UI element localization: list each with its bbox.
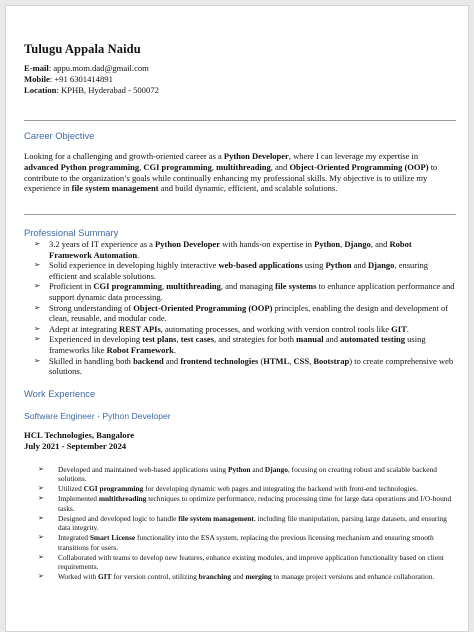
summary-list-item	[24, 356, 456, 377]
text-span: and	[163, 355, 181, 366]
arrowhead-bullet-icon: ➢	[38, 572, 44, 581]
text-span: Strong understanding of	[49, 302, 134, 313]
divider-line	[24, 214, 456, 215]
bold-text: Object-Oriented Programming (OOP)	[133, 302, 273, 313]
email-row	[24, 63, 159, 74]
bold-text: merging	[245, 572, 272, 582]
arrowhead-bullet-icon: ➢	[34, 281, 41, 291]
text-span: Proficient in	[49, 281, 94, 292]
summary-list	[24, 239, 456, 377]
candidate-name: Tulugu Appala Naidu	[24, 42, 141, 56]
bold-text: test plans	[142, 334, 177, 345]
bold-text: branching	[198, 572, 232, 582]
text-span: ,	[161, 281, 167, 292]
career-objective-text	[24, 151, 454, 194]
bold-text: Bootstrap	[313, 355, 350, 366]
resume-page	[5, 5, 469, 632]
arrowhead-bullet-icon: ➢	[38, 533, 44, 542]
bold-text: CGI programming	[143, 161, 212, 172]
bold-text: multithreading	[98, 494, 147, 504]
text-span: Integrated	[58, 533, 90, 543]
professional-summary-heading: Professional Summary	[24, 227, 119, 238]
text-span: to manage project versions and enhance collaboration.	[271, 572, 435, 582]
bold-text: test cases	[180, 334, 215, 345]
text-span: , and strategies for both	[214, 334, 297, 345]
text-span: 3.2 years of IT experience as a	[49, 239, 156, 249]
contact-block	[24, 63, 159, 96]
bold-text: automated testing	[340, 334, 406, 345]
work-list-item	[24, 484, 460, 493]
summary-list-item	[24, 324, 456, 335]
bold-text: Python	[314, 239, 341, 249]
arrowhead-bullet-icon: ➢	[34, 323, 41, 333]
text-span: for developing dynamic web pages and integrating the backend with front-end technologies.	[143, 484, 418, 494]
location-row	[24, 85, 159, 96]
bold-text: Django	[264, 465, 288, 474]
text-span: and	[351, 260, 368, 271]
arrowhead-bullet-icon: ➢	[34, 334, 41, 344]
company-name: HCL Technologies, Bangalore	[24, 430, 135, 440]
mobile-row	[24, 74, 159, 85]
text-span: with hands-on expertise in	[219, 239, 315, 249]
text-span: Developed and maintained web-based applications using	[58, 465, 228, 474]
summary-list-item	[24, 281, 456, 302]
text-span: and	[231, 572, 246, 582]
work-list-item	[24, 572, 460, 581]
text-span: , where I can leverage my expertise in	[288, 151, 419, 161]
arrowhead-bullet-icon: ➢	[34, 260, 41, 270]
text-span: Skilled in handling both	[49, 355, 134, 366]
mobile-label: Mobile	[24, 74, 50, 84]
email-value: : appu.mom.dad@gmail.com	[48, 63, 149, 73]
text-span: .	[137, 249, 140, 260]
text-span: ,	[211, 161, 217, 172]
summary-list-item	[24, 239, 456, 260]
work-list-item	[24, 533, 460, 552]
work-list	[24, 465, 460, 582]
bold-text: REST APIs	[119, 323, 161, 334]
bold-text: backend	[133, 355, 164, 366]
arrowhead-bullet-icon: ➢	[38, 465, 44, 473]
arrowhead-bullet-icon: ➢	[34, 302, 41, 312]
bold-text: manual	[296, 334, 324, 345]
summary-list-item	[24, 334, 456, 355]
text-span: Worked with	[58, 572, 99, 582]
text-span: , including file manipulation, parsing large datasets, and ensuring data integrity.	[58, 513, 447, 533]
bold-text: multithreading	[216, 161, 271, 172]
employment-dates: July 2021 - September 2024	[24, 441, 127, 451]
arrowhead-bullet-icon: ➢	[38, 484, 44, 493]
bold-text: file systems	[275, 281, 317, 292]
text-span: .	[173, 344, 176, 355]
work-experience-heading: Work Experience	[24, 388, 96, 399]
text-span: to enhance application performance and support dynamic data processing.	[49, 281, 455, 302]
bold-text: web-based applications	[218, 260, 303, 271]
work-list-item	[24, 494, 460, 513]
company-block	[24, 430, 134, 452]
bold-text: file system management	[71, 183, 159, 194]
text-span: functionality into the ESA system, replacing the previous licensing mechanism and ensuring smooth transitions for users.	[58, 533, 434, 552]
text-span: , ensuring efficient and scalable solutions.	[49, 260, 428, 281]
bold-text: Robot Framework Automation	[49, 239, 412, 260]
divider-line	[24, 120, 456, 121]
arrowhead-bullet-icon: ➢	[38, 494, 44, 503]
text-span: , and	[270, 161, 290, 172]
bold-text: Smart License	[89, 533, 136, 543]
text-span: using frameworks like	[49, 334, 426, 355]
text-span: ,	[139, 161, 144, 172]
text-span: principles, enabling the design and development of clean, reusable, and modular code.	[49, 302, 449, 324]
bold-text: multithreading	[166, 281, 221, 292]
bold-text: CGI programming	[93, 281, 162, 292]
text-span: Adept at integrating	[49, 323, 120, 334]
text-span: ) to create comprehensive web solutions.	[49, 355, 454, 377]
bold-text: GIT	[391, 323, 407, 334]
text-span: ,	[340, 239, 345, 249]
text-span: using	[302, 260, 326, 271]
text-span: to contribute to the organization’s goals while continually enhancing my professional skills. My objective is to utilize my experience in	[24, 161, 438, 194]
bold-text: Object-Oriented Programming (OOP)	[289, 161, 429, 172]
mobile-value: : +91 6301414891	[49, 74, 113, 84]
arrowhead-bullet-icon: ➢	[34, 239, 41, 248]
text-span: .	[406, 323, 409, 334]
bold-text: GIT	[98, 572, 112, 582]
work-list-item	[24, 514, 460, 533]
bold-text: HTML	[263, 355, 290, 366]
text-span: ,	[289, 355, 294, 366]
bold-text: advanced Python programming	[24, 161, 140, 172]
text-span: Looking for a challenging and growth-oriented career as a	[24, 151, 224, 161]
text-span: , focusing on creating robust and scalable backend solutions.	[58, 465, 437, 484]
text-span: Collaborated with teams to develop new features, enhance existing modules, and improve application functionality based on client requirements.	[58, 552, 444, 572]
bold-text: frontend technologies	[180, 355, 259, 366]
arrowhead-bullet-icon: ➢	[34, 355, 41, 365]
bold-text: Python	[227, 465, 251, 474]
bold-text: file system management	[178, 513, 254, 523]
summary-list-item	[24, 303, 456, 324]
bold-text: Django	[344, 239, 371, 249]
text-span: for version control, utilizing	[111, 572, 199, 582]
career-objective-heading: Career Objective	[24, 130, 95, 141]
text-span: Experienced in developing	[49, 334, 143, 345]
text-span: Utilized	[58, 484, 84, 494]
bold-text: CSS	[293, 355, 310, 366]
text-span: ,	[309, 355, 314, 366]
text-span: , automating processes, and working with version control tools like	[160, 323, 392, 334]
text-span: and build dynamic, efficient, and scalable solutions.	[158, 183, 338, 194]
bold-text: Python	[325, 260, 352, 271]
work-list-item	[24, 465, 460, 484]
email-label: E-mail	[24, 63, 49, 73]
text-span: ,	[176, 334, 181, 345]
text-span: and	[250, 465, 265, 474]
bold-text: Python Developer	[223, 151, 289, 161]
text-span: and	[323, 334, 341, 345]
text-span: , and managing	[220, 281, 276, 292]
summary-list-item	[24, 260, 456, 281]
arrowhead-bullet-icon: ➢	[38, 552, 44, 561]
job-title: Software Engineer - Python Developer	[24, 411, 171, 421]
work-list-item	[24, 553, 460, 572]
text-span: Implemented	[58, 494, 99, 504]
bold-text: Robot Framework	[106, 344, 174, 355]
text-span: techniques to optimize performance, reducing processing time for large data operations and I/O-bound tasks.	[58, 494, 452, 513]
bold-text: Python Developer	[155, 239, 220, 249]
text-span: Solid experience in developing highly interactive	[49, 260, 219, 271]
bold-text: Django	[367, 260, 395, 271]
text-span: , and	[370, 239, 390, 249]
arrowhead-bullet-icon: ➢	[38, 513, 44, 522]
location-label: Location	[24, 85, 57, 95]
text-span: (	[258, 355, 264, 366]
location-value: : KPHB, Hyderabad - 500072	[56, 85, 159, 95]
text-span: Designed and developed logic to handle	[58, 513, 179, 523]
bold-text: CGI programming	[83, 484, 144, 494]
